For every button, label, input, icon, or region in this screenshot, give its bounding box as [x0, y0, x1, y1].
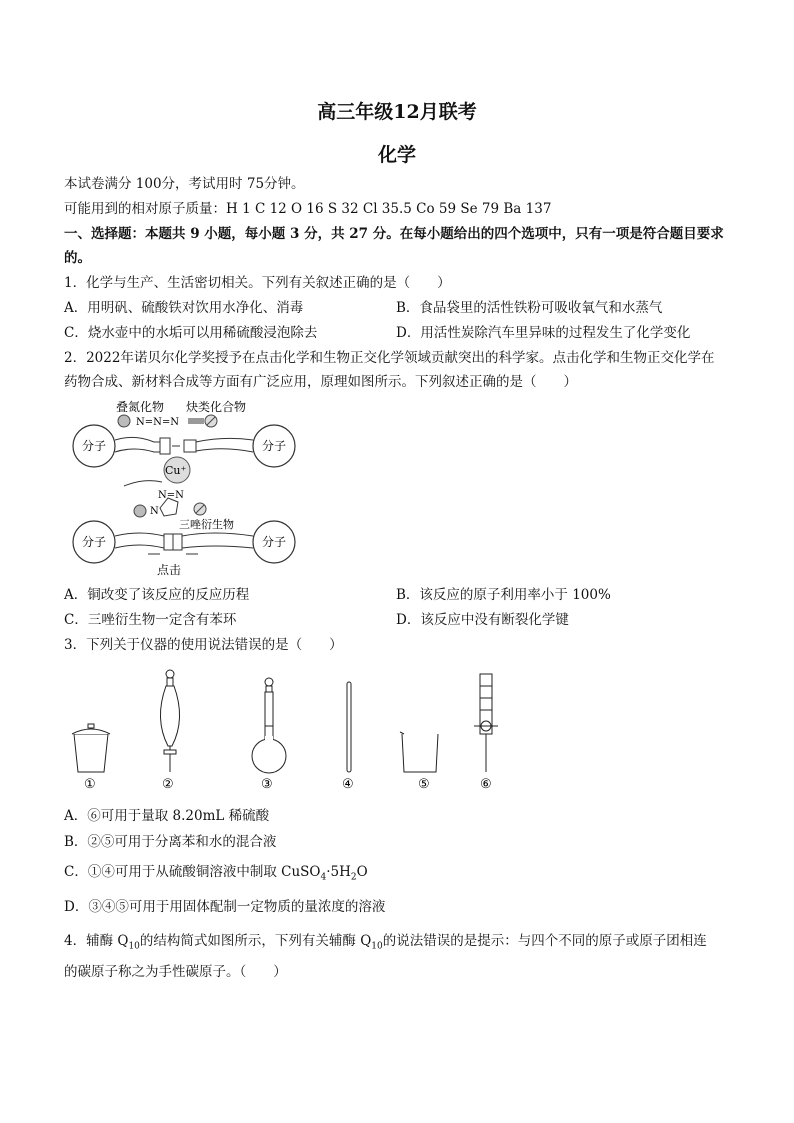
- molecule-label-bl: 分子: [82, 535, 107, 549]
- alkyne-label: 炔类化合物: [186, 400, 247, 414]
- q4-stem-mid: 的结构简式如图所示，下列有关辅酶 Q: [139, 933, 372, 949]
- azide-ball: [118, 415, 130, 427]
- q2-stem-cont: 药物合成、新材料合成等方面有广泛应用，原理如图所示。下列叙述正确的是（ ）: [64, 374, 577, 390]
- q2-option-a: A．铜改变了该反应的反应历程: [64, 587, 250, 603]
- q3-option-d: D．③④⑤可用于用固体配制一定物质的量浓度的溶液: [64, 899, 386, 915]
- q3-stem: 3．下列关于仪器的使用说法错误的是（ ）: [64, 637, 343, 653]
- label-3: ③: [261, 777, 273, 792]
- label-5: ⑤: [418, 777, 430, 792]
- label-2: ②: [162, 777, 174, 792]
- subscript: 4: [320, 872, 327, 883]
- glass-rod-icon: [347, 682, 351, 772]
- q4-stem: [64, 931, 707, 957]
- q3-option-a: A．⑥可用于量取 8.20mL 稀硫酸: [64, 808, 270, 824]
- section-heading: 一、选择题：本题共 9 小题，每小题 3 分，共 27 分。在每小题给出的四个选项中，只有一项是符合题目要求: [64, 226, 724, 242]
- label-1: ①: [84, 777, 96, 792]
- click-label: 点击: [157, 563, 182, 577]
- click-chemistry-diagram: [64, 394, 304, 582]
- subscript: 10: [128, 941, 140, 952]
- page-title: 高三年级12月联考: [317, 101, 477, 123]
- ring-n-left: N: [150, 506, 159, 517]
- q3-option-c-mid: ·5H: [326, 864, 351, 880]
- q2-stem: 2．2022年诺贝尔化学奖授予在点击化学和生物正交化学领域贡献突出的科学家。点击化学和生物正交化学在: [64, 350, 715, 366]
- label-6: ⑥: [480, 777, 492, 792]
- exam-info-line: 本试卷满分 100分，考试用时 75分钟。: [64, 176, 305, 192]
- subject-title: 化学: [377, 144, 416, 166]
- q1-option-c: C．烧水壶中的水垢可以用稀硫酸浸泡除去: [64, 325, 318, 341]
- apparatus-figure: [64, 664, 514, 794]
- burette-icon: [474, 674, 498, 772]
- q3-option-c-text: C．①④可用于从硫酸铜溶液中制取 CuSO: [64, 864, 321, 880]
- q2-option-c: C．三唑衍生物一定含有苯环: [64, 612, 237, 628]
- molecule-label-br: 分子: [262, 535, 287, 549]
- q1-option-b: B．食品袋里的活性铁粉可吸收氧气和水蒸气: [396, 300, 663, 316]
- q4-stem-pre: 4．辅酶 Q: [64, 933, 129, 949]
- q1-option-d: D．用活性炭除汽车里异味的过程发生了化学变化: [396, 325, 691, 341]
- q4-stem-post: 的说法错误的是提示：与四个不同的原子或原子团相连: [382, 933, 707, 949]
- beaker-icon: [400, 732, 438, 772]
- q1-stem: 1．化学与生产、生活密切相关。下列有关叙述正确的是（ ）: [64, 275, 451, 291]
- separatory-funnel-icon: [160, 670, 179, 772]
- q4-stem-cont: 的碳原子称之为手性碳原子。（ ）: [64, 964, 287, 980]
- azide-formula: N=N=N: [136, 417, 180, 428]
- q3-option-b: B．②⑤可用于分离苯和水的混合液: [64, 834, 277, 850]
- q3-option-c: [64, 862, 368, 888]
- catalyst-label: Cu⁺: [165, 464, 187, 477]
- section-heading-cont: 的。: [64, 250, 91, 266]
- atomic-mass-line: 可能用到的相对原子质量：H 1 C 12 O 16 S 32 Cl 35.5 Co 59 Se 79 Ba 137: [64, 201, 552, 217]
- azide-label: 叠氮化物: [116, 400, 165, 414]
- q3-option-c-post: O: [356, 864, 368, 880]
- molecule-label-tr: 分子: [262, 439, 287, 453]
- crucible-icon: [72, 724, 110, 772]
- subscript: 2: [350, 872, 357, 883]
- q2-option-d: D．该反应中没有断裂化学键: [396, 612, 569, 628]
- subscript: 10: [371, 941, 383, 952]
- ring-n-top: N=N: [158, 490, 184, 501]
- molecule-label-tl: 分子: [82, 439, 107, 453]
- triazole-label: 三唑衍生物: [179, 518, 234, 531]
- q2-option-b: B．该反应的原子利用率小于 100%: [396, 587, 611, 603]
- volumetric-flask-icon: [252, 678, 286, 773]
- label-4: ④: [342, 777, 354, 792]
- q1-option-a: A．用明矾、硫酸铁对饮用水净化、消毒: [64, 300, 304, 316]
